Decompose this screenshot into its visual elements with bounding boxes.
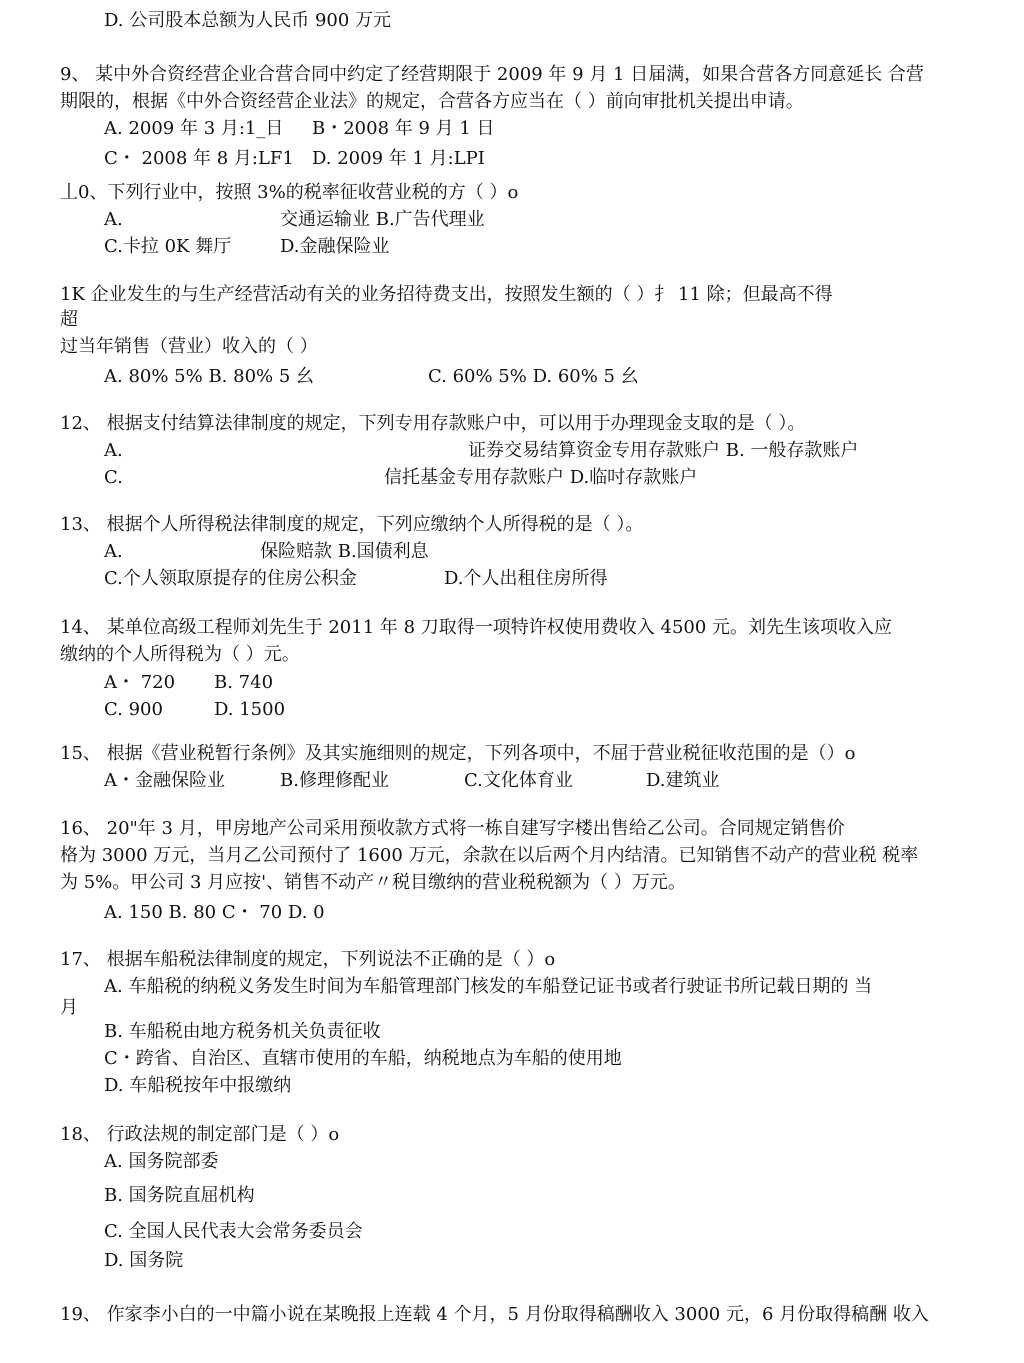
q18-option-a: A. 国务院部委 bbox=[104, 1151, 219, 1172]
q11-stem-line3: 过当年销售（营业）收入的（ ） bbox=[60, 336, 318, 357]
q17-stem: 17、 根据车船税法律制度的规定，下列说法不正确的是（ ）o bbox=[60, 949, 556, 970]
q17-option-a-cont: 月 bbox=[60, 997, 78, 1018]
q15-stem: 15、 根据《营业税暂行条例》及其实施细则的规定，下列各项中，不屈于营业税征收范围的是（）o bbox=[60, 743, 856, 764]
q9-option-d: D. 2009 年 1 月:LPI bbox=[312, 148, 485, 169]
q19-stem: 19、 作家李小白的一中篇小说在某晚报上连载 4 个月，5 月份取得稿酬收入 3000 元，6 月份取得稿酬 收入 bbox=[60, 1304, 929, 1325]
q10-option-d: D.金融保险业 bbox=[280, 236, 390, 257]
q8-option-d: D. 公司股本总额为人民币 900 万元 bbox=[104, 10, 392, 31]
q10-option-a-b: 交通运输业 B.广告代理业 bbox=[280, 209, 485, 230]
q14-option-d: D. 1500 bbox=[214, 699, 286, 720]
q11-stem-line1: 1K 企业发生的与生产经营活动有关的业务招待费支出，按照发生额的（ ）扌 11 除；但最高不得 bbox=[60, 284, 833, 305]
q10-option-c: C.卡拉 0K 舞厅 bbox=[104, 236, 232, 257]
q12-option-a-b: 证券交易结算资金专用存款账户 B. 一般存款账户 bbox=[468, 440, 859, 461]
q14-option-a: A・ 720 bbox=[104, 672, 176, 693]
q12-option-c-label: C. bbox=[104, 467, 123, 488]
q13-option-a-b: 保险赔款 B.国债利息 bbox=[260, 541, 429, 562]
q17-option-a: A. 车船税的纳税义务发生时间为车船管理部门核发的车船登记证书或者行驶证书所记载日期的 当 bbox=[104, 976, 873, 997]
q16-options: A. 150 B. 80 C・ 70 D. 0 bbox=[104, 902, 325, 923]
q11-option-cd: C. 60% 5% D. 60% 5 幺 bbox=[428, 366, 639, 387]
q11-stem-line2: 超 bbox=[60, 309, 78, 330]
q12-option-c-d: 信托基金专用存款账户 D.临吋存款账户 bbox=[384, 467, 698, 488]
q10-stem: 丄0、下列行业中，按照 3%的税率征收营业税的方（ ）o bbox=[60, 182, 519, 203]
q17-option-d: D. 车船税按年中报缴纳 bbox=[104, 1075, 292, 1096]
q18-stem: 18、 行政法规的制定部门是（ ）o bbox=[60, 1124, 340, 1145]
q9-stem-line2: 期限的，根据《中外合资经营企业法》的规定，合营各方应当在（ ）前向审批机关提出申请。 bbox=[60, 91, 804, 112]
q13-option-c: C.个人领取原提存的住房公积金 bbox=[104, 568, 357, 589]
q11-option-ab: A. 80% 5% B. 80% 5 幺 bbox=[104, 366, 315, 387]
q18-option-b: B. 国务院直屈机构 bbox=[104, 1185, 255, 1206]
q14-stem-line2: 缴纳的个人所得税为（ ）元。 bbox=[60, 644, 300, 665]
q9-stem-line1: 9、 某中外合资经营企业合营合同中约定了经营期限于 2009 年 9 月 1 日届满，如果合营各方同意延长 合营 bbox=[60, 64, 924, 85]
q14-option-b: B. 740 bbox=[214, 672, 274, 693]
q18-option-c: C. 全国人民代表大会常务委员会 bbox=[104, 1221, 363, 1242]
q15-option-b: B.修理修配业 bbox=[280, 770, 389, 791]
q14-option-c: C. 900 bbox=[104, 699, 163, 720]
q12-stem: 12、 根据支付结算法律制度的规定，下列专用存款账户中，可以用于办理现金支取的是（ ）。 bbox=[60, 413, 806, 434]
q13-option-d: D.个人出租住房所得 bbox=[444, 568, 608, 589]
q17-option-b: B. 车船税由地方税务机关负责征收 bbox=[104, 1021, 381, 1042]
q16-stem-line2: 格为 3000 万元，当月乙公司预付了 1600 万元，余款在以后两个月内结清。已知销售不动产的营业税 税率 bbox=[60, 845, 919, 866]
q9-option-a: A. 2009 年 3 月:1_日 bbox=[104, 118, 284, 139]
q12-option-a-label: A. bbox=[104, 440, 123, 461]
q13-option-a-label: A. bbox=[104, 541, 123, 562]
q17-option-c: C・跨省、自治区、直辖市使用的车船，纳税地点为车船的使用地 bbox=[104, 1048, 622, 1069]
q16-stem-line3: 为 5%。甲公司 3 月应按'、销售不动产〃税目缴纳的营业税税额为（ ）万元。 bbox=[60, 872, 686, 893]
q15-option-a: A・金融保险业 bbox=[104, 770, 225, 791]
q13-stem: 13、 根据个人所得税法律制度的规定，下列应缴纳个人所得税的是（ ）。 bbox=[60, 514, 644, 535]
q15-option-c: C.文化体育业 bbox=[464, 770, 573, 791]
q9-option-c: C・ 2008 年 8 月:LF1 bbox=[104, 148, 294, 169]
q10-option-a-label: A. bbox=[104, 209, 123, 230]
q16-stem-line1: 16、 20"年 3 月，甲房地产公司采用预收款方式将一栋自建写字楼出售给乙公司。合同规定销售价 bbox=[60, 818, 845, 839]
q18-option-d: D. 国务院 bbox=[104, 1250, 184, 1271]
q14-stem-line1: 14、 某单位高级工程师刘先生于 2011 年 8 刀取得一项特许权使用费收入 4500 元。刘先生该项收入应 bbox=[60, 617, 893, 638]
q15-option-d: D.建筑业 bbox=[646, 770, 720, 791]
q9-option-b: B・2008 年 9 月 1 日 bbox=[312, 118, 495, 139]
